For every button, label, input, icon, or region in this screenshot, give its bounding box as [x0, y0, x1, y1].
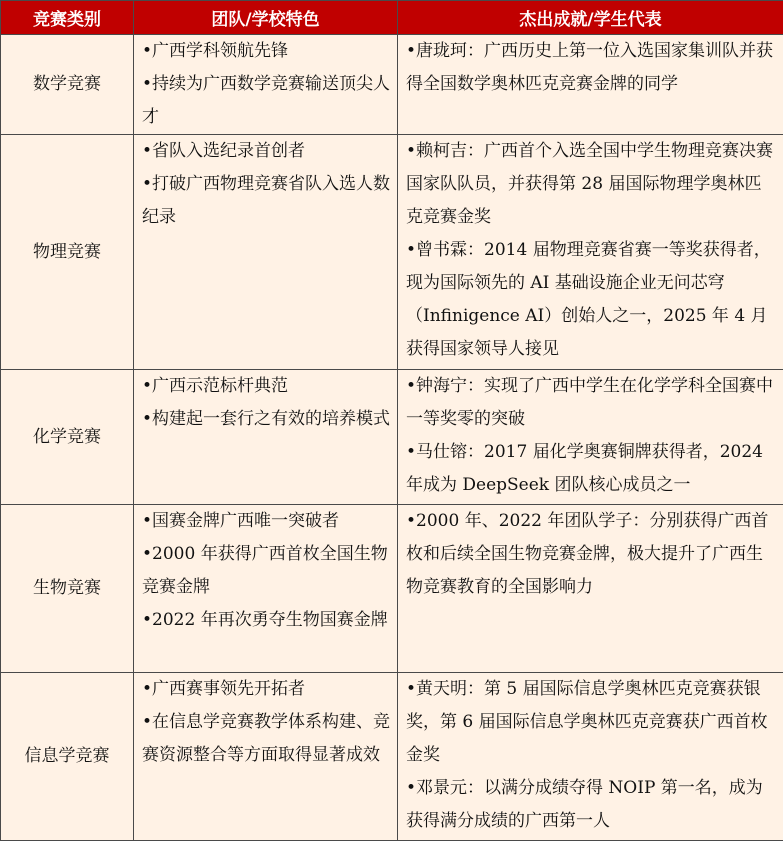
achievement-item: •赖柯吉：广西首个入选全国中学生物理竞赛决赛国家队队员，并获得第 28 届国际物理学奥林匹克竞赛金奖 [406, 135, 777, 234]
achievements-cell [398, 673, 783, 841]
features-cell [134, 135, 398, 370]
feature-item: •2000 年获得广西首枚全国生物竞赛金牌 [142, 538, 391, 604]
category-cell: 数学竞赛 [1, 35, 134, 135]
features-cell [134, 673, 398, 841]
features-cell [134, 370, 398, 505]
achievements-cell [398, 370, 783, 505]
feature-item: •广西学科领航先锋 [142, 35, 391, 68]
table-row-physics [1, 135, 783, 370]
category-cell: 物理竞赛 [1, 135, 134, 370]
feature-item: •省队入选纪录首创者 [142, 135, 391, 168]
table-row-informatics [1, 673, 783, 841]
header-features: 团队/学校特色 [134, 1, 398, 35]
header-row [1, 1, 783, 35]
achievements-cell [398, 35, 783, 135]
achievement-item: •黄天明：第 5 届国际信息学奥林匹克竞赛获银奖，第 6 届国际信息学奥林匹克竞赛获广西首枚金奖 [406, 673, 777, 772]
table-row-chemistry [1, 370, 783, 505]
features-cell [134, 505, 398, 673]
header-achievements: 杰出成就/学生代表 [398, 1, 783, 35]
achievement-item: •曾书霖：2014 届物理竞赛省赛一等奖获得者，现为国际领先的 AI 基础设施企业无问芯穹（Infinigence AI）创始人之一，2025 年 4 月获得国家领导人接见 [406, 234, 777, 366]
achievement-item: •2000 年、2022 年团队学子：分别获得广西首枚和后续全国生物竞赛金牌，极大提升了广西生物竞赛教育的全国影响力 [406, 505, 777, 604]
category-cell: 化学竞赛 [1, 370, 134, 505]
feature-item: •打破广西物理竞赛省队入选人数纪录 [142, 168, 391, 234]
feature-item: •广西赛事领先开拓者 [142, 673, 391, 706]
table-row-biology [1, 505, 783, 673]
header-category: 竞赛类别 [1, 1, 134, 35]
achievement-item: •唐珑珂：广西历史上第一位入选国家集训队并获得全国数学奥林匹克竞赛金牌的同学 [406, 35, 777, 101]
achievement-item: •钟海宁：实现了广西中学生在化学学科全国赛中一等奖零的突破 [406, 370, 777, 436]
achievements-cell [398, 135, 783, 370]
feature-item: •广西示范标杆典范 [142, 370, 391, 403]
achievement-item: •马仕镕：2017 届化学奥赛铜牌获得者，2024 年成为 DeepSeek 团队核心成员之一 [406, 436, 777, 502]
category-cell: 信息学竞赛 [1, 673, 134, 841]
achievement-item: •邓景元：以满分成绩夺得 NOIP 第一名，成为获得满分成绩的广西第一人 [406, 772, 777, 838]
feature-item: •2022 年再次勇夺生物国赛金牌 [142, 604, 391, 637]
category-cell: 生物竞赛 [1, 505, 134, 673]
feature-item: •在信息学竞赛教学体系构建、竞赛资源整合等方面取得显著成效 [142, 706, 391, 772]
table-row-math [1, 35, 783, 135]
feature-item: •国赛金牌广西唯一突破者 [142, 505, 391, 538]
features-cell [134, 35, 398, 135]
achievements-cell [398, 505, 783, 673]
feature-item: •持续为广西数学竞赛输送顶尖人才 [142, 68, 391, 134]
feature-item: •构建起一套行之有效的培养模式 [142, 403, 391, 436]
